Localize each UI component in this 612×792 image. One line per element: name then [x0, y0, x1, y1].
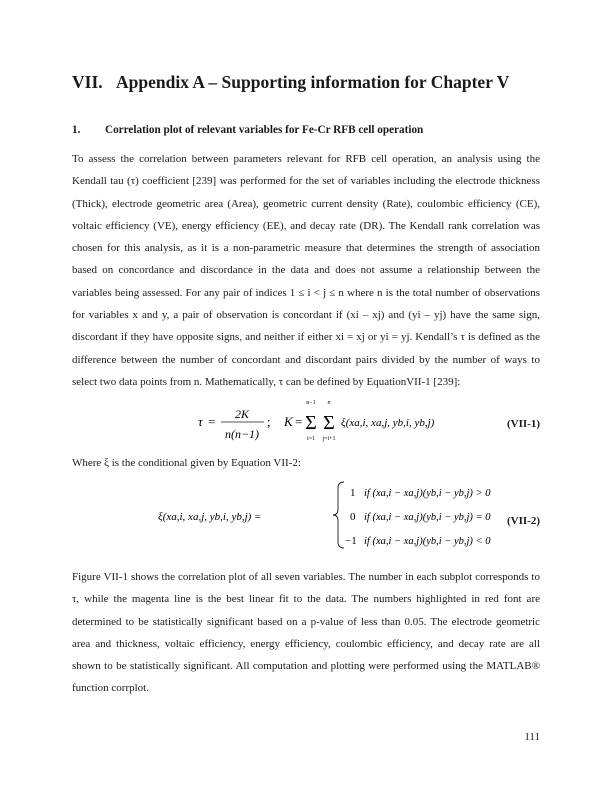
- chapter-number: VII.: [72, 72, 103, 92]
- eq1-equals: =: [208, 414, 216, 429]
- eq1-outer-sum-lower: i=1: [306, 436, 316, 442]
- eq1-inner-sum-upper: n: [327, 400, 331, 406]
- eq2-case-3-condition: if (xa,i − xa,j)(yb,i − yb,j) < 0: [364, 536, 491, 547]
- eq1-summand: ξ(xa,i, xa,j, yb,i, yb,j): [341, 417, 435, 429]
- page-number: 111: [524, 731, 540, 743]
- conditional-intro-paragraph: Where ξ is the conditional given by Equation VII-2:: [72, 457, 301, 469]
- eq2-case-3-value: −1: [345, 535, 357, 547]
- equation-vii-1-body: [198, 396, 435, 456]
- eq1-inner-sigma: Σ: [323, 412, 335, 434]
- equation-vii-2-number: (VII-2): [507, 515, 540, 527]
- section-title: Correlation plot of relevant variables for Fe-Cr RFB cell operation: [105, 124, 424, 136]
- eq1-k-symbol: K: [284, 414, 293, 429]
- figure-description-paragraph: Figure VII-1 shows the correlation plot of all seven variables. The number in each subplot corresponds to τ, while the magenta line is the best linear fit to the data. The numbers highlighted in red font are determined to be statistically significant based on a p-value of less than 0.05. The electrode geometric area and thickness, voltaic efficiency, energy efficiency, coulombic efficiency, and decay rate are all shown to be statistically significant. All computation and plotting were performed using the MATLAB® function corrplot.: [72, 571, 540, 695]
- eq1-denominator: n(n−1): [224, 427, 260, 441]
- chapter-title: Appendix A – Supporting information for Chapter V: [116, 72, 510, 92]
- eq1-outer-sum-upper: n−1: [306, 400, 316, 406]
- intro-paragraph: To assess the correlation between parameters relevant for RFB cell operation, an analysis using the Kendall tau (τ) coefficient [239] was performed for the set of variables including the electrode thickness (Thick), electrode geometric area (Area), geometric current density (Rate), coulombic efficiency (CE), voltaic efficiency (VE), energy efficiency (EE), and decay rate (DR). The Kendall rank correlation was chosen for this analysis, as it is a non-parametric measure that determines the strength of association based on concordance and discordance in the data and does not assume a relationship between the variables being assessed. For any pair of indices 1 ≤ i < j ≤ n where n is the total number of observations for variables x and y, a pair of observation is concordant if (xi – xj) and (yi – yj) have the same sign, discordant if they have opposite signs, and neither if either xi = xj or yi = yj. Kendall’s τ is defined as the difference between the number of concordant and discordant pairs divided by the number of ways to select two data points from n. Mathematically, τ can be defined by EquationVII-1 [239]:: [72, 153, 540, 388]
- eq2-case-2-condition: if (xa,i − xa,j)(yb,i − yb,j) = 0: [364, 512, 491, 523]
- eq1-separator: ;: [267, 414, 271, 429]
- eq1-k-equals: =: [295, 414, 303, 429]
- eq2-cases-brace: [333, 482, 344, 548]
- eq1-inner-sum-lower: j=i+1: [322, 436, 336, 442]
- section-number: 1.: [72, 124, 81, 136]
- eq2-lhs: ξ(xa,i, xa,j, yb,i, yb,j) =: [158, 511, 262, 523]
- eq2-case-1-condition: if (xa,i − xa,j)(yb,i − yb,j) > 0: [364, 488, 491, 499]
- equation-vii-1: [72, 396, 540, 456]
- chapter-heading: [72, 72, 509, 93]
- eq1-outer-sigma: Σ: [305, 412, 317, 434]
- eq2-case-1-value: 1: [350, 487, 356, 499]
- eq1-tau: τ: [198, 414, 203, 429]
- eq2-case-2-value: 0: [350, 511, 356, 523]
- eq1-numerator: 2K: [234, 407, 250, 421]
- equation-vii-1-number: (VII-1): [507, 418, 540, 430]
- equation-vii-2: [72, 478, 540, 552]
- section-heading: [72, 124, 423, 136]
- equation-vii-2-body: [158, 478, 491, 552]
